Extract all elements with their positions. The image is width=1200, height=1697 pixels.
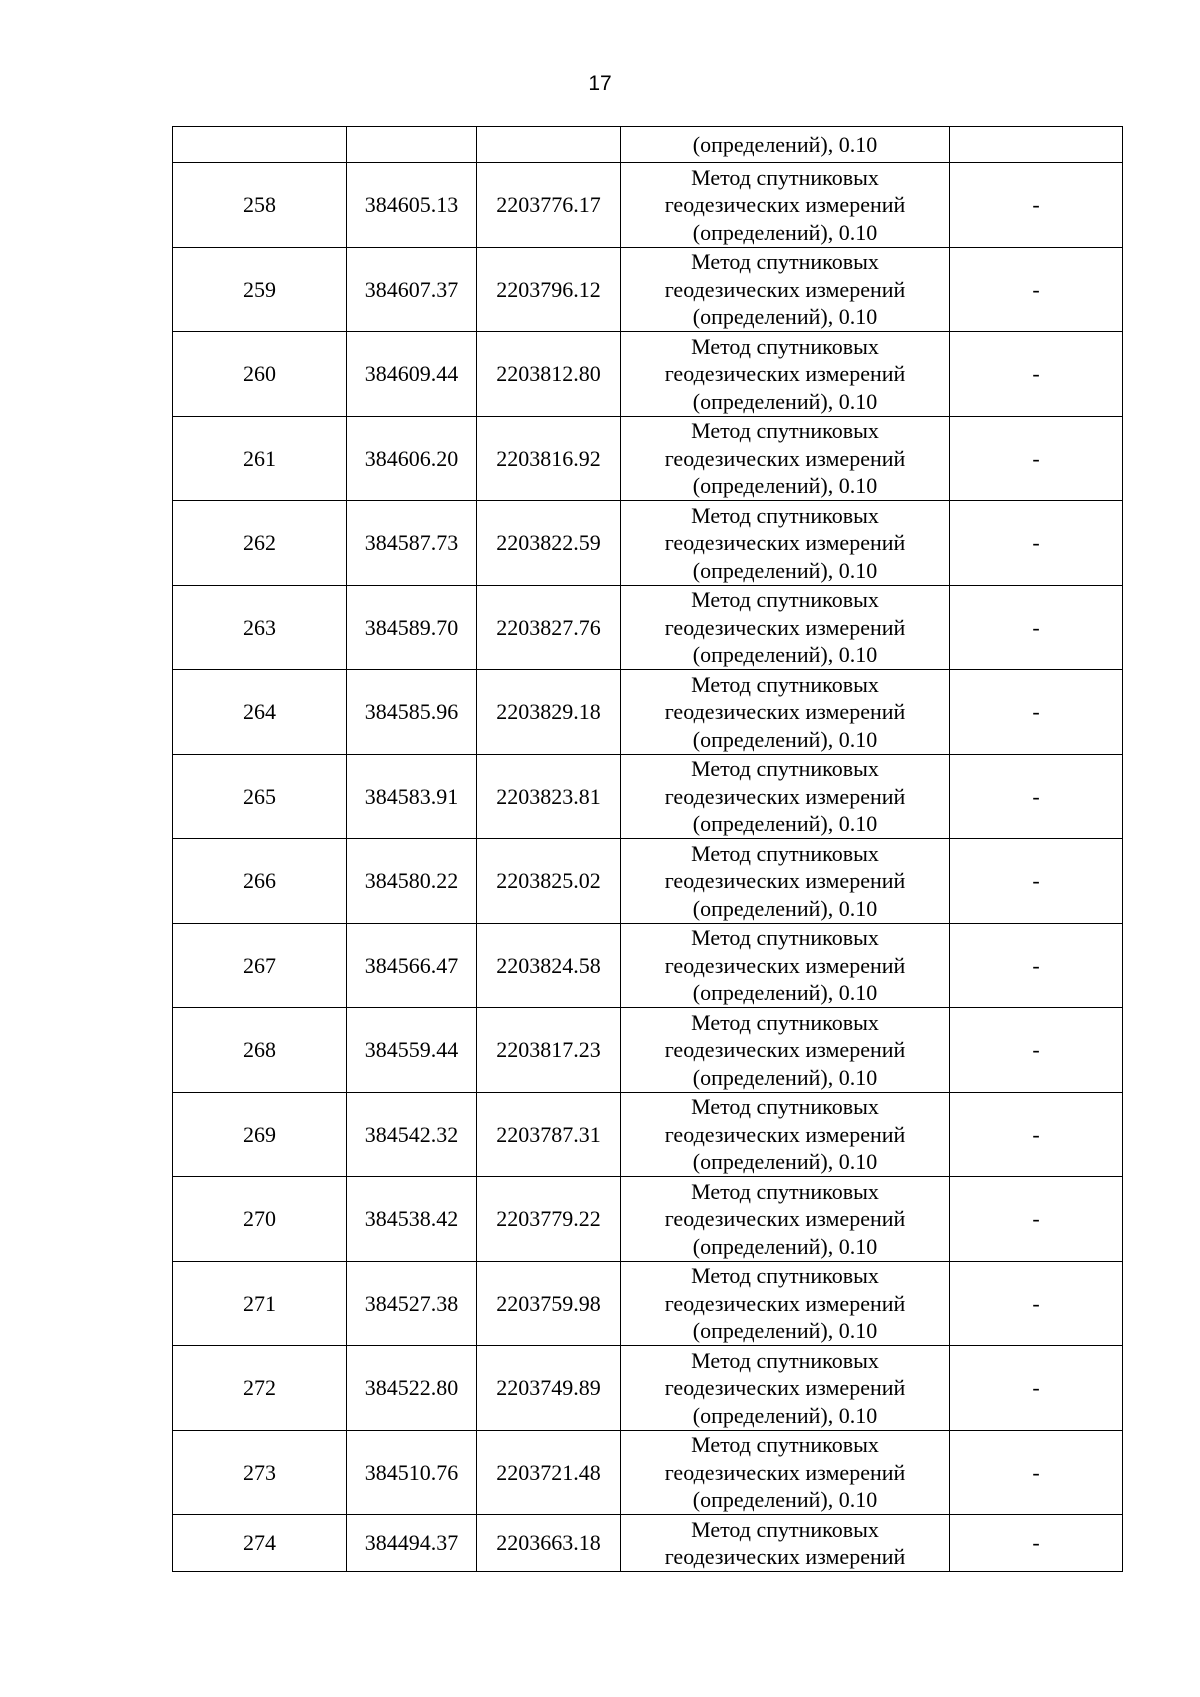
- method-text-line: геодезических измерений: [664, 699, 906, 724]
- method-text-line: Метод спутниковых: [691, 164, 879, 190]
- table-row: [173, 670, 1123, 755]
- y-coordinate-cell: 2203759.98: [477, 1261, 621, 1346]
- y-coordinate-cell: 2203779.22: [477, 1177, 621, 1262]
- method-text-line: Метод спутниковых: [691, 1347, 879, 1373]
- method-text-line: Метод спутниковых: [691, 925, 879, 950]
- table-row: [173, 1261, 1123, 1346]
- table-row: [173, 247, 1123, 332]
- method-text-line: (определений), 0.10: [692, 388, 878, 414]
- method-text-line: геодезических измерений: [664, 192, 906, 217]
- y-coordinate-cell: 2203827.76: [477, 585, 621, 670]
- method-cell: [621, 839, 950, 924]
- x-cell: [347, 127, 477, 163]
- x-coordinate-cell: 384585.96: [347, 670, 477, 755]
- y-coordinate-cell: 2203823.81: [477, 754, 621, 839]
- method-text-line: (определений), 0.10: [692, 304, 878, 329]
- point-number-cell: 268: [173, 1008, 347, 1093]
- point-number-cell: 260: [173, 332, 347, 417]
- y-coordinate-cell: 2203663.18: [477, 1515, 621, 1572]
- method-cell: [621, 247, 950, 332]
- table-row: [173, 1346, 1123, 1431]
- note-cell: -: [950, 670, 1123, 755]
- method-text-line: (определений), 0.10: [692, 895, 878, 921]
- y-coordinate-cell: 2203825.02: [477, 839, 621, 924]
- coordinates-table-body: [173, 127, 1123, 1572]
- method-text-line: геодезических измерений: [664, 952, 906, 978]
- y-coordinate-cell: 2203822.59: [477, 501, 621, 586]
- y-coordinate-cell: 2203721.48: [477, 1430, 621, 1515]
- method-text-line: геодезических измерений: [664, 276, 906, 302]
- method-text-line: (определений), 0.10: [692, 473, 878, 498]
- method-text-line: (определений), 0.10: [692, 642, 878, 667]
- y-coordinate-cell: 2203812.80: [477, 332, 621, 417]
- coordinates-table: [172, 126, 1123, 1572]
- note-cell: -: [950, 1261, 1123, 1346]
- x-coordinate-cell: 384527.38: [347, 1261, 477, 1346]
- table-row: [173, 1008, 1123, 1093]
- point-number-cell: 265: [173, 754, 347, 839]
- method-text-line: Метод спутниковых: [691, 671, 879, 697]
- table-row: [173, 1515, 1123, 1572]
- note-cell: -: [950, 163, 1123, 248]
- method-cell: [621, 1346, 950, 1431]
- method-text-line: (определений), 0.10: [692, 726, 878, 752]
- note-cell: -: [950, 247, 1123, 332]
- x-coordinate-cell: 384607.37: [347, 247, 477, 332]
- table-row: [173, 416, 1123, 501]
- method-text-line: Метод спутниковых: [691, 333, 879, 359]
- note-cell: -: [950, 501, 1123, 586]
- table-row: [173, 923, 1123, 1008]
- table-row: [173, 1092, 1123, 1177]
- method-cell: [621, 585, 950, 670]
- note-cell: -: [950, 1346, 1123, 1431]
- y-cell: [477, 127, 621, 163]
- method-text-line: (определений), 0.10: [692, 1487, 878, 1512]
- method-text-line: геодезических измерений: [664, 783, 906, 809]
- method-text-line: геодезических измерений: [664, 1121, 906, 1147]
- table-continuation-row: [173, 127, 1123, 163]
- note-cell: -: [950, 1177, 1123, 1262]
- method-text-line: Метод спутниковых: [691, 1263, 879, 1288]
- point-number-cell: 258: [173, 163, 347, 248]
- table-row: [173, 1430, 1123, 1515]
- note-cell: -: [950, 332, 1123, 417]
- method-text-line: Метод спутниковых: [691, 1178, 879, 1204]
- y-coordinate-cell: 2203816.92: [477, 416, 621, 501]
- point-number-cell: 262: [173, 501, 347, 586]
- method-text-line: геодезических измерений: [664, 530, 906, 555]
- method-text-line: (определений), 0.10: [692, 980, 878, 1005]
- x-coordinate-cell: 384606.20: [347, 416, 477, 501]
- x-coordinate-cell: 384605.13: [347, 163, 477, 248]
- method-text-line: геодезических измерений: [664, 1037, 906, 1062]
- x-coordinate-cell: 384522.80: [347, 1346, 477, 1431]
- method-text-line: геодезических измерений: [664, 1290, 906, 1316]
- method-text-line: (определений), 0.10: [692, 1064, 878, 1090]
- method-text-line: геодезических измерений: [664, 445, 906, 471]
- method-text-line: геодезических измерений: [664, 361, 906, 386]
- point-number-cell: 274: [173, 1515, 347, 1572]
- table-row: [173, 585, 1123, 670]
- method-text-line: Метод спутниковых: [691, 502, 879, 528]
- x-coordinate-cell: 384566.47: [347, 923, 477, 1008]
- x-coordinate-cell: 384583.91: [347, 754, 477, 839]
- note-cell: -: [950, 585, 1123, 670]
- method-cell: [621, 923, 950, 1008]
- x-coordinate-cell: 384589.70: [347, 585, 477, 670]
- method-text-line: Метод спутниковых: [691, 1516, 879, 1542]
- x-coordinate-cell: 384559.44: [347, 1008, 477, 1093]
- point-number-cell: 272: [173, 1346, 347, 1431]
- method-text-line: Метод спутниковых: [691, 587, 879, 612]
- point-number-cell: 267: [173, 923, 347, 1008]
- table-row: [173, 163, 1123, 248]
- method-cell: [621, 163, 950, 248]
- point-number-cell: 271: [173, 1261, 347, 1346]
- y-coordinate-cell: 2203776.17: [477, 163, 621, 248]
- method-text-line: геодезических измерений: [664, 614, 906, 640]
- note-cell: -: [950, 1008, 1123, 1093]
- x-coordinate-cell: 384587.73: [347, 501, 477, 586]
- point-number-cell: 270: [173, 1177, 347, 1262]
- x-coordinate-cell: 384538.42: [347, 1177, 477, 1262]
- method-text-line: геодезических измерений: [664, 1375, 906, 1400]
- point-number-cell: 264: [173, 670, 347, 755]
- note-cell: -: [950, 839, 1123, 924]
- method-text-line: Метод спутниковых: [691, 840, 879, 866]
- method-cell: [621, 1008, 950, 1093]
- method-cell: [621, 1092, 950, 1177]
- y-coordinate-cell: 2203824.58: [477, 923, 621, 1008]
- method-text-line: геодезических измерений: [664, 868, 906, 893]
- method-cell: [621, 1261, 950, 1346]
- method-text-line: (определений), 0.10: [692, 1233, 878, 1259]
- method-text-line: геодезических измерений: [664, 1544, 906, 1569]
- y-coordinate-cell: 2203796.12: [477, 247, 621, 332]
- method-text-line: Метод спутниковых: [691, 418, 879, 443]
- method-text-line: (определений), 0.10: [692, 219, 878, 245]
- point-number-cell: 263: [173, 585, 347, 670]
- y-coordinate-cell: 2203787.31: [477, 1092, 621, 1177]
- method-cell: [621, 1177, 950, 1262]
- y-coordinate-cell: 2203829.18: [477, 670, 621, 755]
- method-cell: [621, 501, 950, 586]
- method-text-line: (определений), 0.10: [692, 557, 878, 583]
- method-text-line: (определений), 0.10: [692, 1149, 878, 1174]
- note-cell: -: [950, 1092, 1123, 1177]
- point-number-cell: 266: [173, 839, 347, 924]
- method-text-line: геодезических измерений: [664, 1459, 906, 1485]
- note-cell: -: [950, 1430, 1123, 1515]
- x-coordinate-cell: 384494.37: [347, 1515, 477, 1572]
- note-cell: -: [950, 416, 1123, 501]
- page-number: 17: [588, 72, 612, 95]
- method-text-line: Метод спутниковых: [691, 756, 879, 781]
- x-coordinate-cell: 384542.32: [347, 1092, 477, 1177]
- method-text-line: Метод спутниковых: [691, 249, 879, 274]
- point-number-cell: 259: [173, 247, 347, 332]
- table-row: [173, 501, 1123, 586]
- method-text-line: Метод спутниковых: [691, 1432, 879, 1457]
- y-coordinate-cell: 2203817.23: [477, 1008, 621, 1093]
- method-text-line: (определений), 0.10: [692, 1318, 878, 1343]
- table-row: [173, 754, 1123, 839]
- y-coordinate-cell: 2203749.89: [477, 1346, 621, 1431]
- method-text-line: (определений), 0.10: [692, 1402, 878, 1428]
- method-cell: [621, 1430, 950, 1515]
- table-row: [173, 332, 1123, 417]
- x-coordinate-cell: 384580.22: [347, 839, 477, 924]
- method-cell: [621, 416, 950, 501]
- table-row: [173, 1177, 1123, 1262]
- point-cell: [173, 127, 347, 163]
- note-cell: -: [950, 923, 1123, 1008]
- note-cell: [950, 127, 1123, 163]
- note-cell: -: [950, 1515, 1123, 1572]
- method-cell: [621, 754, 950, 839]
- table-row: [173, 839, 1123, 924]
- method-cell: [621, 670, 950, 755]
- method-text-line: (определений), 0.10: [692, 811, 878, 836]
- point-number-cell: 273: [173, 1430, 347, 1515]
- method-text-line: Метод спутниковых: [691, 1009, 879, 1035]
- method-text-line: Метод спутниковых: [691, 1094, 879, 1119]
- note-cell: -: [950, 754, 1123, 839]
- point-number-cell: 261: [173, 416, 347, 501]
- method-cell: (определений), 0.10: [621, 127, 950, 163]
- x-coordinate-cell: 384609.44: [347, 332, 477, 417]
- x-coordinate-cell: 384510.76: [347, 1430, 477, 1515]
- method-cell: [621, 1515, 950, 1572]
- method-text-line: геодезических измерений: [664, 1206, 906, 1231]
- method-cell: [621, 332, 950, 417]
- point-number-cell: 269: [173, 1092, 347, 1177]
